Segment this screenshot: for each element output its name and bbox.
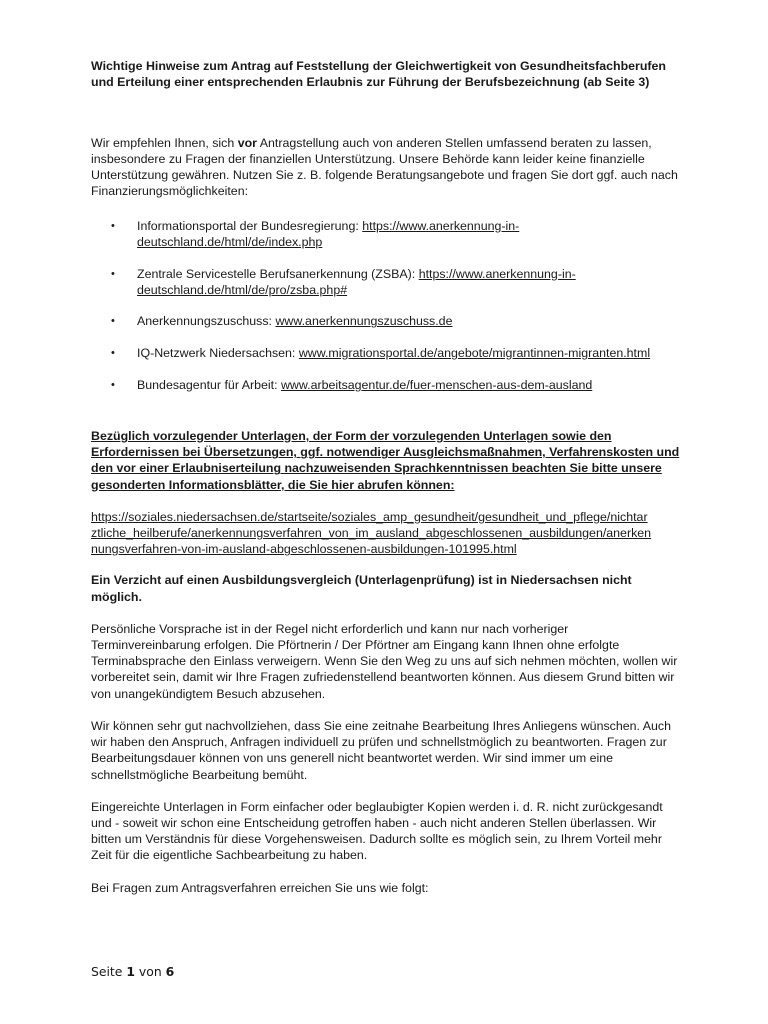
- documents-info-link[interactable]: [91, 509, 680, 558]
- total-page-count: 6: [165, 964, 175, 979]
- bullet-icon: •: [111, 378, 115, 391]
- intro-emphasis: vor: [237, 135, 257, 150]
- bullet-icon: •: [111, 219, 115, 232]
- intro-text-before: Wir empfehlen Ihnen, sich: [91, 135, 238, 150]
- intro-text-after: Antragstellung auch von anderen Stellen umfassend beraten zu lassen, insbesondere zu Fragen der finanziellen Unterstützung. Unsere Behörde kann leider keine finanzielle Unterstützung gewähren. Nutzen Sie z. B. folgende Beratungsangebote und fragen Sie dort ggf. auch nach Finanzierungsmöglichkeiten:: [91, 135, 678, 199]
- link-bundesregierung[interactable]: https://www.anerkennung-in-deutschland.de/html/de/index.php: [137, 218, 520, 249]
- contact-intro-paragraph: Bei Fragen zum Antragsverfahren erreichen Sie uns wie folgt:: [91, 880, 429, 895]
- bullet-icon: •: [111, 267, 115, 280]
- list-item: [91, 377, 680, 393]
- document-title: Wichtige Hinweise zum Antrag auf Feststellung der Gleichwertigkeit von Gesundheitsfachberufen und Erteilung einer entsprechenden Erlaubnis zur Führung der Berufsbezeichnung (ab Seite 3): [91, 59, 667, 90]
- link-label: Bundesagentur für Arbeit:: [137, 377, 281, 392]
- visit-paragraph: Persönliche Vorsprache ist in der Regel nicht erforderlich und kann nur nach vorheriger Terminvereinbarung erfolgen. Die Pförtnerin / Der Pförtner am Eingang kann Ihnen ohne erfolgte Terminabsprache den Einlass verweigern. Wenn Sie den Weg zu uns auf sich nehmen möchten, wollen wir vorbereitet sein, damit wir Ihre Fragen zufriedenstellend beantworten können. Aus diesem Grund bitten wir von unangekündigtem Besuch abzusehen.: [91, 621, 678, 701]
- no-waiver-notice: Ein Verzicht auf einen Ausbildungsvergleich (Unterlagenprüfung) ist in Niedersachsen nicht möglich.: [91, 573, 632, 604]
- bullet-icon: •: [111, 315, 115, 328]
- advisory-links-list: [91, 218, 680, 393]
- current-page-number: 1: [126, 964, 135, 979]
- list-item: [91, 218, 680, 250]
- link-iq-netzwerk[interactable]: www.migrationsportal.de/angebote/migrantinnen-migranten.html: [298, 346, 651, 361]
- link-label: IQ-Netzwerk Niedersachsen:: [137, 346, 299, 361]
- link-label: Zentrale Servicestelle Berufsanerkennung (ZSBA):: [137, 266, 419, 281]
- link-arbeitsagentur[interactable]: www.arbeitsagentur.de/fuer-menschen-aus-dem-ausland: [280, 377, 593, 392]
- link-label: Anerkennungszuschuss:: [137, 314, 276, 329]
- link-zsba[interactable]: https://www.anerkennung-in-deutschland.de/html/de/pro/zsba.php#: [137, 266, 576, 297]
- list-item: [91, 266, 680, 298]
- processing-time-paragraph: Wir können sehr gut nachvollziehen, dass Sie eine zeitnahe Bearbeitung Ihres Anliegens wünschen. Auch wir haben den Anspruch, Anfragen individuell zu prüfen und schnellstmöglich zu beantworten. Fragen zur Bearbeitungsdauer können von uns generell nicht beantwortet werden. Wir sind immer um eine schnellstmögliche Bearbeitung bemüht.: [91, 718, 671, 782]
- list-item: [91, 345, 680, 361]
- documents-url[interactable]: https://soziales.niedersachsen.de/startseite/soziales_amp_gesundheit/gesundheit_und_pflege/nichtar ztliche_heilberufe/anerkennungsverfahren_von_im_ausland_abgeschlossenen_ausbildungen/anerken nungsverfahren-von-im-ausland-abgeschlossenen-ausbildungen-101995.html: [91, 509, 652, 557]
- documents-return-paragraph: Eingereichte Unterlagen in Form einfacher oder beglaubigter Kopien werden i. d. R. nicht zurückgesandt und - soweit wir schon eine Entscheidung getroffen haben - auch nicht anderen Stellen überlassen. Wir bitten um Verständnis für diese Vorgehensweisen. Dadurch sollte es möglich sein, zu Ihrem Vorteil mehr Zeit für die eigentliche Sachbearbeitung zu haben.: [91, 799, 663, 863]
- link-anerkennungszuschuss[interactable]: www.anerkennungszuschuss.de: [275, 314, 453, 329]
- list-item: [91, 313, 680, 329]
- page-middle: von: [134, 964, 166, 979]
- documents-note: Bezüglich vorzulegender Unterlagen, der Form der vorzulegenden Unterlagen sowie den Erfordernissen bei Übersetzungen, ggf. notwendiger Ausgleichsmaßnahmen, Verfahrenskosten und den vor einer Erlaubniserteilung nachzuweisenden Sprachkenntnissen beachten Sie bitte unsere gesonderten Informationsblätter, die Sie hier abrufen können:: [91, 429, 680, 492]
- link-label: Informationsportal der Bundesregierung:: [137, 218, 363, 233]
- bullet-icon: •: [111, 347, 115, 360]
- page-number-footer: [91, 964, 174, 980]
- page-prefix: Seite: [91, 964, 127, 979]
- intro-paragraph: [91, 135, 680, 200]
